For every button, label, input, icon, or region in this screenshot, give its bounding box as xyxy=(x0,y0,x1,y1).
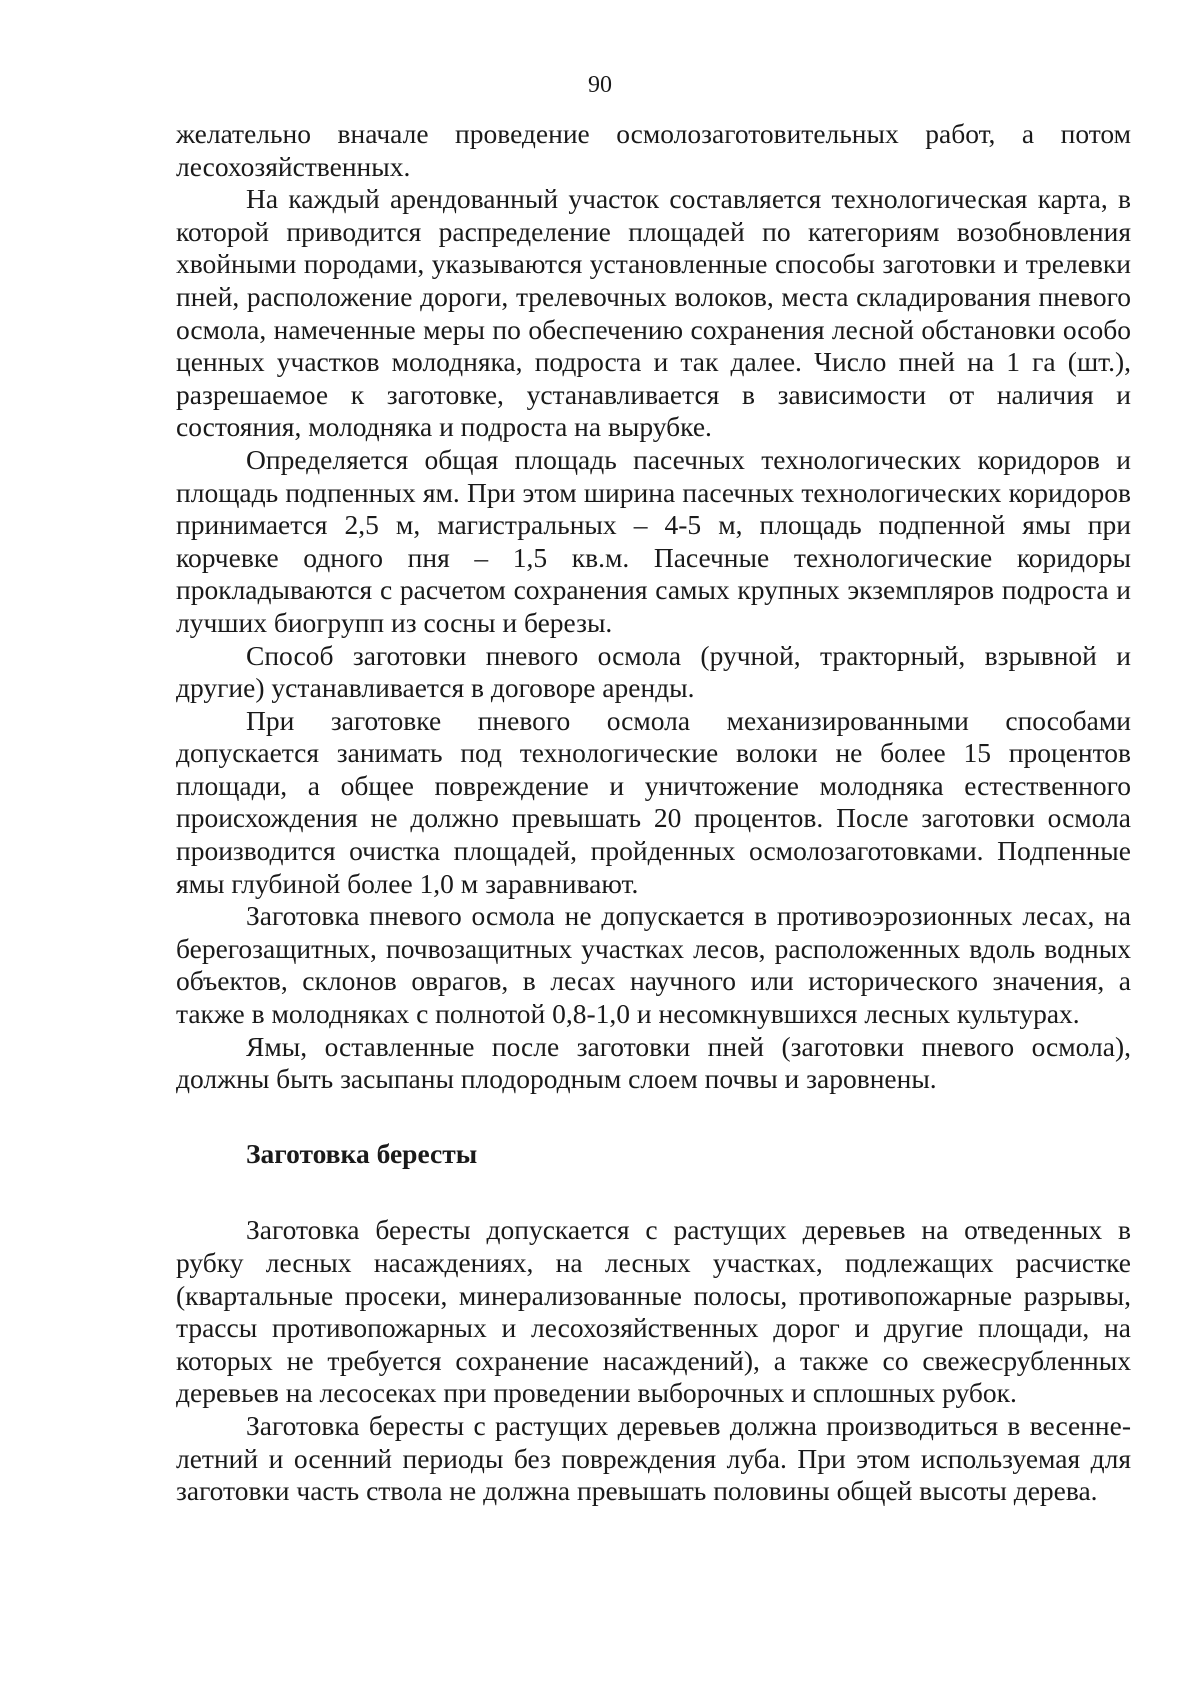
paragraph-continuation: желательно вначале проведение осмолозаготовительных работ, а потом лесохозяйственных. xyxy=(176,118,1131,182)
paragraph-birch-bark-allowed: Заготовка бересты допускается с растущих деревьев на отведенных в рубку лесных насаждениях, на лесных участках, подлежащих расчистке (квартальные просеки, минерализованные полосы, противопожарные разрывы, трассы противопожарных и лесохозяйственных дорог и другие площади, на которых не требуется сохранение насаждений), а также со свежесрубленных деревьев на лесосеках при проведении выборочных и сплошных рубок. xyxy=(176,1214,1131,1409)
paragraph-pits: Ямы, оставленные после заготовки пней (заготовки пневого осмола), должны быть засыпаны плодородным слоем почвы и заровнены. xyxy=(176,1030,1131,1095)
page-number: 90 xyxy=(588,72,612,98)
document-body xyxy=(176,118,1131,1508)
paragraph-birch-bark-season: Заготовка бересты с растущих деревьев должна производиться в весенне-летний и осенний периоды без повреждения луба. При этом используемая для заготовки часть ствола не должна превышать половины общей высоты дерева. xyxy=(176,1409,1131,1507)
paragraph-harvest-method: Способ заготовки пневого осмола (ручной, тракторный, взрывной и другие) устанавливается в договоре аренды. xyxy=(176,639,1131,704)
paragraph-mechanized-harvest: При заготовке пневого осмола механизированными способами допускается занимать под технологические волоки не более 15 процентов площади, а общее повреждение и уничтожение молодняка естественного происхождения не должно превышать 20 процентов. После заготовки осмола производится очистка площадей, пройденных осмолозаготовками. Подпенные ямы глубиной более 1,0 м заравнивают. xyxy=(176,704,1131,899)
paragraph-technological-map: На каждый арендованный участок составляется технологическая карта, в которой приводится распределение площадей по категориям возобновления хвойными породами, указываются установленные способы заготовки и трелевки пней, расположение дороги, трелевочных волоков, места складирования пневого осмола, намеченные меры по обеспечению сохранения лесной обстановки особо ценных участков молодняка, подроста и так далее. Число пней на 1 га (шт.), разрешаемое к заготовке, устанавливается в зависимости от наличия и состояния, молодняка и подроста на вырубке. xyxy=(176,183,1131,443)
paragraph-corridors: Определяется общая площадь пасечных технологических коридоров и площадь подпенных ям. При этом ширина пасечных технологических коридоров принимается 2,5 м, магистральных – 4-5 м, площадь подпенной ямы при корчевке одного пня – 1,5 кв.м. Пасечные технологические коридоры прокладываются с расчетом сохранения самых крупных экземпляров подроста и лучших биогрупп из сосны и березы. xyxy=(176,443,1131,638)
section-heading: Заготовка бересты xyxy=(246,1137,478,1169)
paragraph-restrictions: Заготовка пневого осмола не допускается в противоэрозионных лесах, на берегозащитных, почвозащитных участках лесов, расположенных вдоль водных объектов, склонов оврагов, в лесах научного или исторического значения, а также в молодняках с полнотой 0,8-1,0 и несомкнувшихся лесных культурах. xyxy=(176,900,1131,1030)
